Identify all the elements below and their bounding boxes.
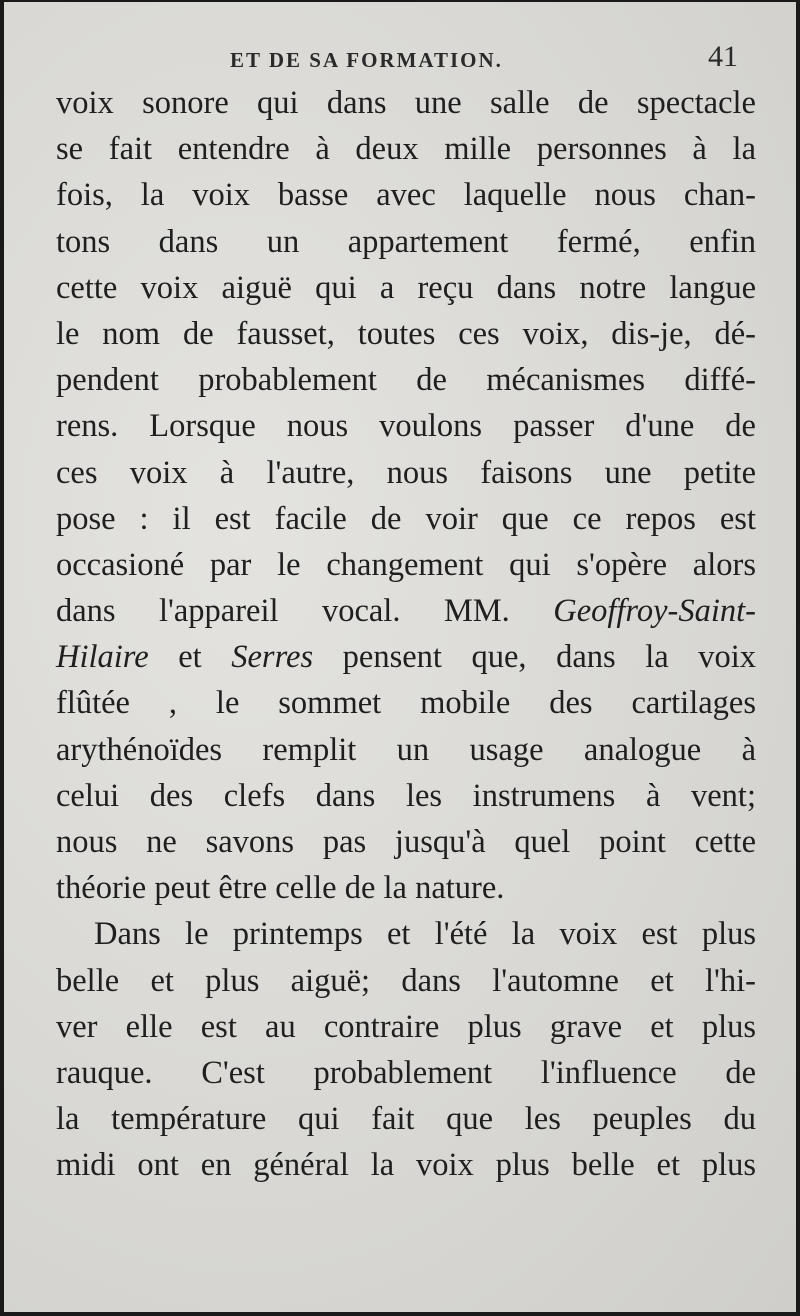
italic-name: Hilaire	[56, 639, 149, 676]
page-number: 41	[708, 40, 738, 73]
text-line: belle et plus aiguë; dans l'automne et l'hi-	[56, 962, 756, 999]
text-line: flûtée , le sommet mobile des cartilages	[56, 685, 756, 722]
text-line: ces voix à l'autre, nous faisons une petite	[56, 454, 756, 491]
body-text	[56, 80, 756, 1189]
text-line: occasioné par le changement qui s'opère alors	[56, 546, 756, 583]
text-segment: pensent que, dans la voix	[313, 639, 756, 676]
text-line: arythénoïdes remplit un usage analogue à	[56, 731, 756, 768]
text-line-with-italic	[56, 634, 756, 680]
text-line: cette voix aiguë qui a reçu dans notre langue	[56, 269, 756, 306]
text-line: voix sonore qui dans une salle de spectacle	[56, 85, 756, 121]
text-line: ver elle est au contraire plus grave et plus	[56, 1008, 756, 1045]
text-line: la température qui fait que les peuples du	[56, 1101, 756, 1138]
text-segment: et	[148, 639, 232, 676]
text-line: rauque. C'est probablement l'influence de	[56, 1054, 756, 1091]
italic-name: Geoffroy-Saint-	[553, 593, 756, 630]
text-segment: dans l'appareil vocal. MM.	[56, 593, 554, 630]
book-page	[4, 2, 796, 1312]
text-line: rens. Lorsque nous voulons passer d'une de	[56, 408, 756, 445]
text-line: fois, la voix basse avec laquelle nous chan-	[56, 177, 756, 214]
text-line: pose : il est facile de voir que ce repos est	[56, 500, 756, 537]
text-line: le nom de fausset, toutes ces voix, dis-je, dé-	[56, 315, 756, 352]
text-line: tons dans un appartement fermé, enfin	[56, 223, 756, 260]
text-line: midi ont en général la voix plus belle et plus	[56, 1147, 756, 1184]
running-title: ET DE SA FORMATION.	[230, 48, 503, 72]
italic-name: Serres	[231, 639, 314, 676]
text-line: se fait entendre à deux mille personnes à la	[56, 131, 756, 168]
text-line-with-italic	[56, 588, 756, 634]
text-line: pendent probablement de mécanismes diffé-	[56, 362, 756, 399]
text-line: celui des clefs dans les instrumens à vent;	[56, 777, 756, 814]
paragraph-first-line: Dans le printemps et l'été la voix est plus	[94, 916, 756, 953]
page-header	[4, 40, 796, 80]
text-line: nous ne savons pas jusqu'à quel point cette	[56, 824, 756, 860]
text-line: théorie peut être celle de la nature.	[56, 870, 505, 907]
